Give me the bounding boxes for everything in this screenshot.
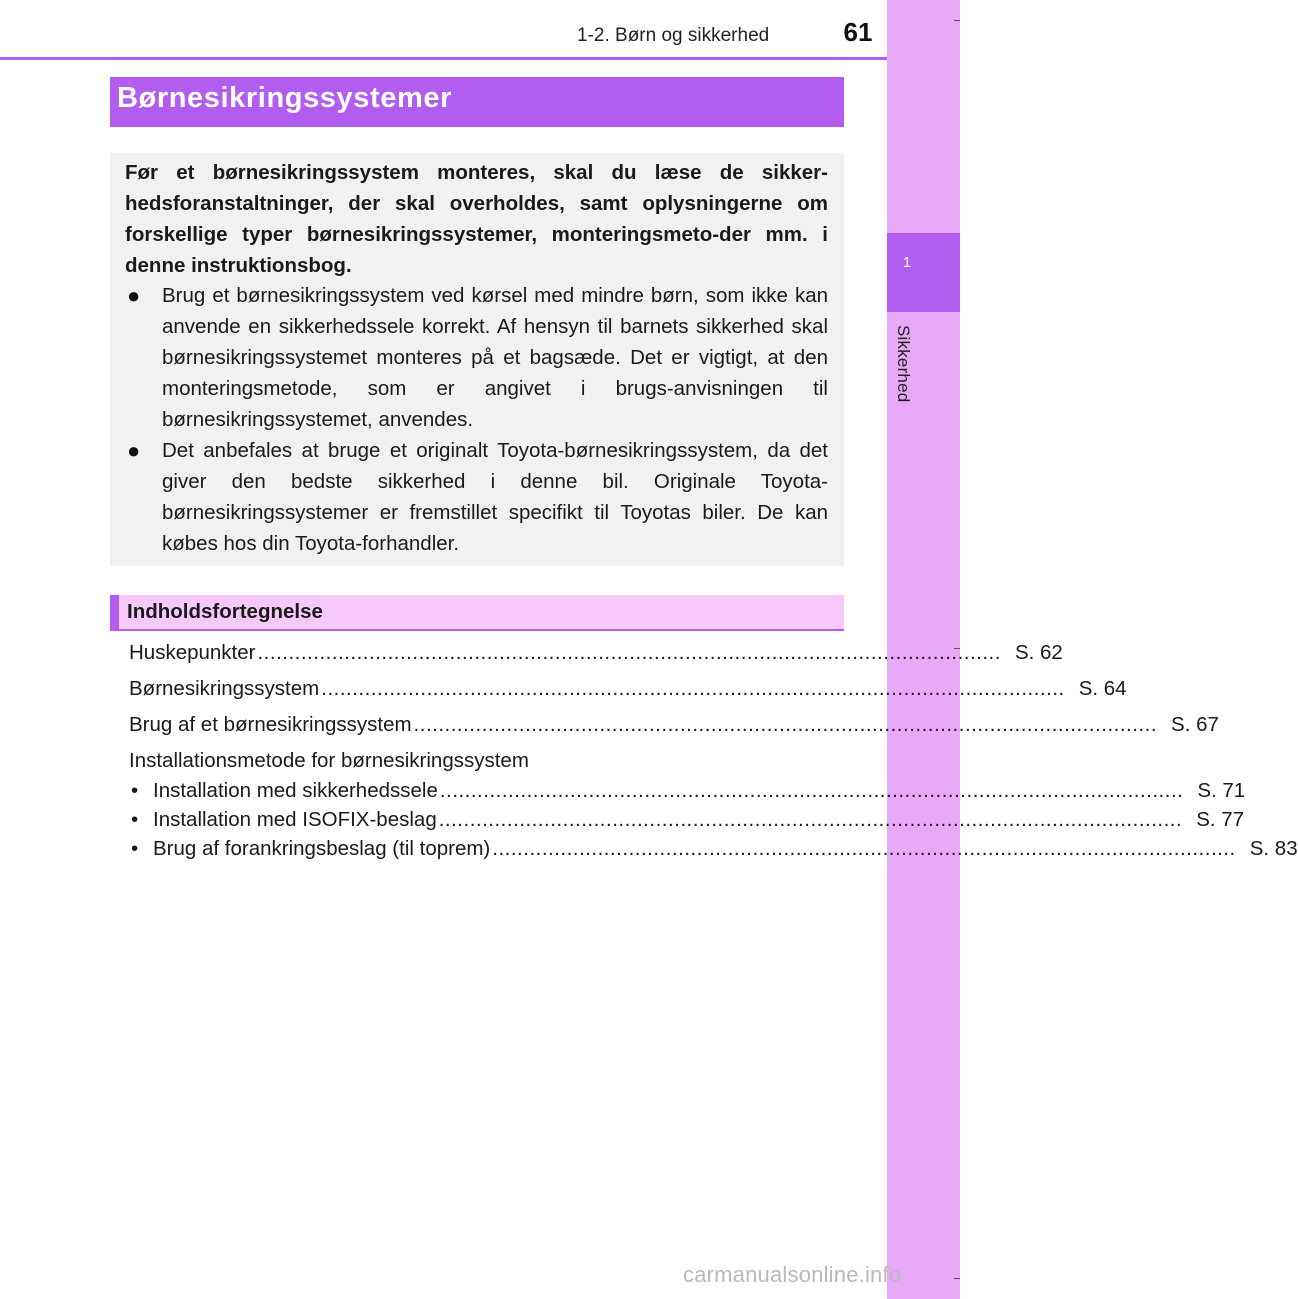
toc-entry-page: S. 67	[1171, 713, 1219, 736]
header-rule	[0, 57, 887, 60]
toc-leader: ........................................................................................................................	[257, 641, 1001, 664]
sub-bullet-icon: •	[131, 837, 139, 860]
watermark: carmanualsonline.info	[683, 1262, 902, 1287]
crop-mark	[954, 20, 960, 21]
crop-mark	[954, 1278, 960, 1279]
chapter-label: Sikkerhed	[894, 325, 913, 403]
toc-heading-accent	[110, 595, 119, 631]
toc-sub-label: Brug af forankringsbeslag (til toprem)	[153, 837, 491, 860]
toc-leader: ........................................................................................................................	[492, 837, 1236, 860]
toc-group-label: Installationsmetode for børnesikringssystem	[129, 749, 529, 772]
sub-bullet-icon: •	[131, 779, 139, 802]
toc-leader: ........................................................................................................................	[321, 677, 1065, 700]
toc-entry-page: S. 71	[1197, 779, 1246, 802]
bullet-text: Det anbefales at bruge et originalt Toyota-børnesikringssystem, da det giver den bedste sikkerhed i denne bil. Originale Toyota-børnesikringssystemer er fremstillet specifikt til Toyotas biler. De kan købes hos din Toyota-forhandler.	[162, 439, 828, 555]
toc-entry-label	[131, 778, 438, 804]
toc-entry-label: Huskepunkter	[129, 641, 256, 664]
toc-leader: ........................................................................................................................	[413, 713, 1158, 736]
sub-bullet-icon: •	[131, 808, 139, 831]
toc-entry-boernesikringssystem[interactable]	[129, 676, 1127, 702]
chapter-number: 1	[902, 254, 912, 271]
intro-bullet	[127, 435, 828, 559]
bullet-dot-icon: ●	[127, 283, 141, 308]
toc-sub-entry-toprem[interactable]	[131, 836, 1298, 862]
toc-entry-label	[131, 807, 437, 833]
toc-entry-brug[interactable]	[129, 712, 1219, 738]
toc-entry-label	[131, 836, 490, 862]
toc-sub-entry-isofix[interactable]	[131, 807, 1245, 833]
toc-entry-page: S. 77	[1196, 808, 1245, 831]
bullet-dot-icon: ●	[127, 438, 141, 463]
intro-bullet	[127, 280, 828, 435]
chapter-tab[interactable]	[887, 233, 960, 312]
toc-entry-label: Børnesikringssystem	[129, 677, 320, 700]
toc-entry-label: Brug af et børnesikringssystem	[129, 713, 412, 736]
page-number: 61	[843, 17, 873, 47]
intro-lead: Før et børnesikringssystem monteres, skal du læse de sikker-hedsforanstaltninger, der skal overholdes, samt oplysningerne om forskellige typer børnesikringssystemer, monteringsmeto-der mm. i denne instruktionsbog.	[125, 161, 828, 277]
toc-leader: ........................................................................................................................	[439, 779, 1184, 802]
toc-heading-rule	[110, 629, 844, 631]
toc-sub-entry-sikkerhedssele[interactable]	[131, 778, 1246, 804]
page-title: Børnesikringssystemer	[117, 82, 452, 114]
running-header: 1-2. Børn og sikkerhed	[577, 25, 770, 46]
toc-sub-label: Installation med sikkerhedssele	[153, 779, 438, 802]
toc-sub-label: Installation med ISOFIX-beslag	[153, 808, 437, 831]
toc-entry-page: S. 64	[1078, 677, 1127, 700]
toc-leader: ........................................................................................................................	[438, 808, 1183, 831]
toc-entry-page: S. 62	[1014, 641, 1063, 664]
toc-heading: Indholdsfortegnelse	[127, 600, 323, 623]
toc-entry-huskepunkter[interactable]	[129, 640, 1063, 666]
bullet-text: Brug et børnesikringssystem ved kørsel med mindre børn, som ikke kan anvende en sikkerhedssele korrekt. Af hensyn til barnets sikkerhed skal børnesikringssystemet monteres på et bagsæde. Det er vigtigt, at den monteringsmetode, som er angivet i brugs-anvisningen til børnesikringssystemet, anvendes.	[162, 284, 828, 431]
toc-entry-page: S. 83	[1249, 837, 1298, 860]
